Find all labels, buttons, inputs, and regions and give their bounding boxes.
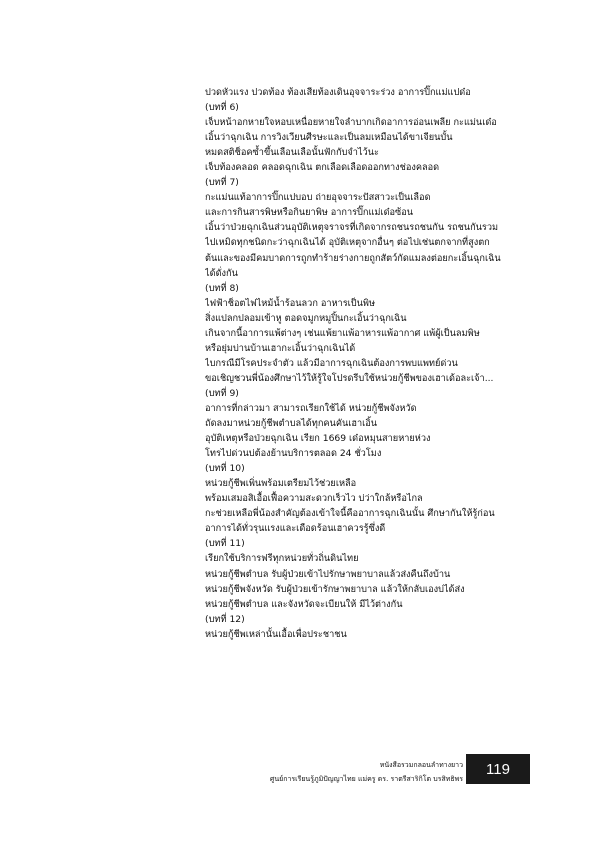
text-line: หน่วยกู้ชีพเหล่านั้นเอื้อเพื่อประชาชน	[205, 628, 347, 640]
text-line: อุบัติเหตุหรือป่วยฉุกเฉิน เรียก 1669 เด๋อหมุนสายหายห่วง	[205, 433, 431, 445]
page-number: 119	[466, 754, 530, 784]
text-line: เจ็บท้องคลอด คลอดฉุกเฉิน ตกเลือดเลือดออกทางช่องคลอด	[205, 162, 440, 174]
body-text	[205, 85, 545, 642]
text-line: หน่วยกู้ชีพจังหวัด รับผู้ป่วยเข้ารักษาพยาบาล แล้วให้กลับเองบ่ได้ส่ง	[205, 583, 465, 595]
chapter-heading: (บทที่ 6)	[205, 102, 239, 114]
chapter-heading: (บทที่ 12)	[205, 613, 245, 625]
text-line: ขอเชิญชวนพี่น้องศึกษาไว้ให้รู้ใจโปรดรีบใช้หน่วยกู้ชีพของเฮาเด้อละเจ้า...	[205, 372, 494, 384]
text-line: เอิ้นว่าฉุกเฉิน การวิงเวียนศีรษะและเป็นลมเหมือนได้ขาเจียนบั้น	[205, 132, 453, 144]
text-line: เรียกใช้บริการฟรีทุกหน่วยทั่วถิ่นดินไทย	[205, 553, 359, 565]
text-line: หน่วยกู้ชีพตำบล และจังหวัดจะเบียนให้ มีไว้ต่างกัน	[205, 598, 403, 610]
text-line: ต้นและของมีคมบาดการถูกทำร้ายร่างกายถูกสัตว์กัดแมลงต่อยกะเอิ้นฉุกเฉิน	[205, 252, 501, 264]
text-line: กะแม่นแท้อาการปิ๊กแปบอบ ถ่ายอุจจาระปัสสาวะเป็นเลือด	[205, 192, 431, 204]
footer-book-title: หนังสือรวมกลอนลำทางยาว	[379, 761, 463, 769]
chapter-heading: (บทที่ 10)	[205, 463, 245, 475]
chapter-heading: (บทที่ 7)	[205, 177, 239, 189]
text-line: ได้ดั่งกัน	[205, 267, 238, 279]
text-line: พร้อมเสมอสิเอื้อเฟื้อความสะดวกเร็วไว บ่ว่าใกล้หรือไกล	[205, 493, 423, 505]
text-line: ปวดหัวแรง ปวดท้อง ท้องเสียท้องเดินอุจจาระร่วง อาการปิ๊กแม่แปด๋อ	[205, 87, 471, 98]
text-line: หมดสติช็อคซ้ำขึ้นเลือนเลือนั้นฟักกับจำไว้นะ	[205, 147, 379, 159]
text-line: อาการได้ทั่วรุนแรงและเดือดร้อนเฮาควรรู้ซึ่งดี	[205, 523, 386, 535]
chapter-heading: (บทที่ 11)	[205, 538, 245, 550]
page-footer	[0, 752, 595, 792]
text-line: เกินจากนี้อาการแพ้ต่างๆ เช่นแพ้ยาแพ้อาหารแพ้อากาศ แพ้ผู้เป็นลมพิษ	[205, 327, 480, 339]
text-line: ไฟฟ้าช็อตไฟไหม้น้ำร้อนลวก อาหารเป็นพิษ	[205, 297, 376, 309]
footer-publisher: ศูนย์การเรียนรู้ภูมิปัญญาไทย แม่ครู ดร. ราตรีสาริกิโต บรสิทธิพร	[269, 775, 463, 783]
chapter-heading: (บทที่ 9)	[205, 387, 239, 399]
text-line: และการกินสารพิษหรือกินยาพิษ อาการปิ๊กแม่เด๋อซ้อน	[205, 207, 414, 219]
text-line: โทรไปด่วนบ่ต้องย้านบริการตลอด 24 ชั่วโมง	[205, 448, 382, 460]
footer-text	[270, 758, 463, 786]
text-line: หรือยุ่มบ่านบ้านเฮากะเอิ้นว่าฉุกเฉินได้	[205, 342, 356, 354]
text-line: หน่วยกู้ชีพตำบล รับผู้ป่วยเข้าไปรักษาพยาบาลแล้วส่งคืนถึงบ้าน	[205, 568, 451, 580]
text-line: ไบกรณีมีโรคประจำตัว แล้วมีอาการฉุกเฉินต้องการพบแพทย์ด่วน	[205, 357, 458, 369]
text-line: อาการที่กล่าวมา สามารถเรียกใช้ได้ หน่วยกู้ชีพจังหวัด	[205, 402, 417, 414]
chapter-heading: (บทที่ 8)	[205, 282, 239, 294]
text-line: ไปเหมิดทุกชนิดกะว่าฉุกเฉินได้ อุบัติเหตุจากอื่นๆ ต่อไปเช่นตกจากที่สูงตก	[205, 237, 490, 249]
text-line: เจ็บหน้าอกหายใจหอบเหนื่อยหายใจลำบากเกิดอาการอ่อนเพลีย กะแม่นเด๋อ	[205, 117, 497, 129]
text-line: หน่วยกู้ชีพเพิ่นพร้อมเตรียมไว้ช่วยเหลือ	[205, 478, 357, 490]
text-line: กะช่วยเหลือพี่น้องสำคัญต้องเข้าใจนี้คืออาการฉุกเฉินนั้น ศึกษากันให้รู้ก่อน	[205, 508, 495, 520]
text-line: สิ่งแปลกปลอมเข้าหู ตอดจมูกหมูปิ้นกะเอิ้นว่าฉุกเฉิน	[205, 312, 407, 324]
text-line: ถัดลงมาหน่วยกู้ชีพตำบลได้ทุกคนคันเฮาเอิ้น	[205, 418, 378, 430]
text-line: เอิ้นว่าป่วยฉุกเฉินส่วนอุบัติเหตุจราจรที่เกิดจากรถชนรถชนกัน รถชนกันรวม	[205, 222, 499, 234]
